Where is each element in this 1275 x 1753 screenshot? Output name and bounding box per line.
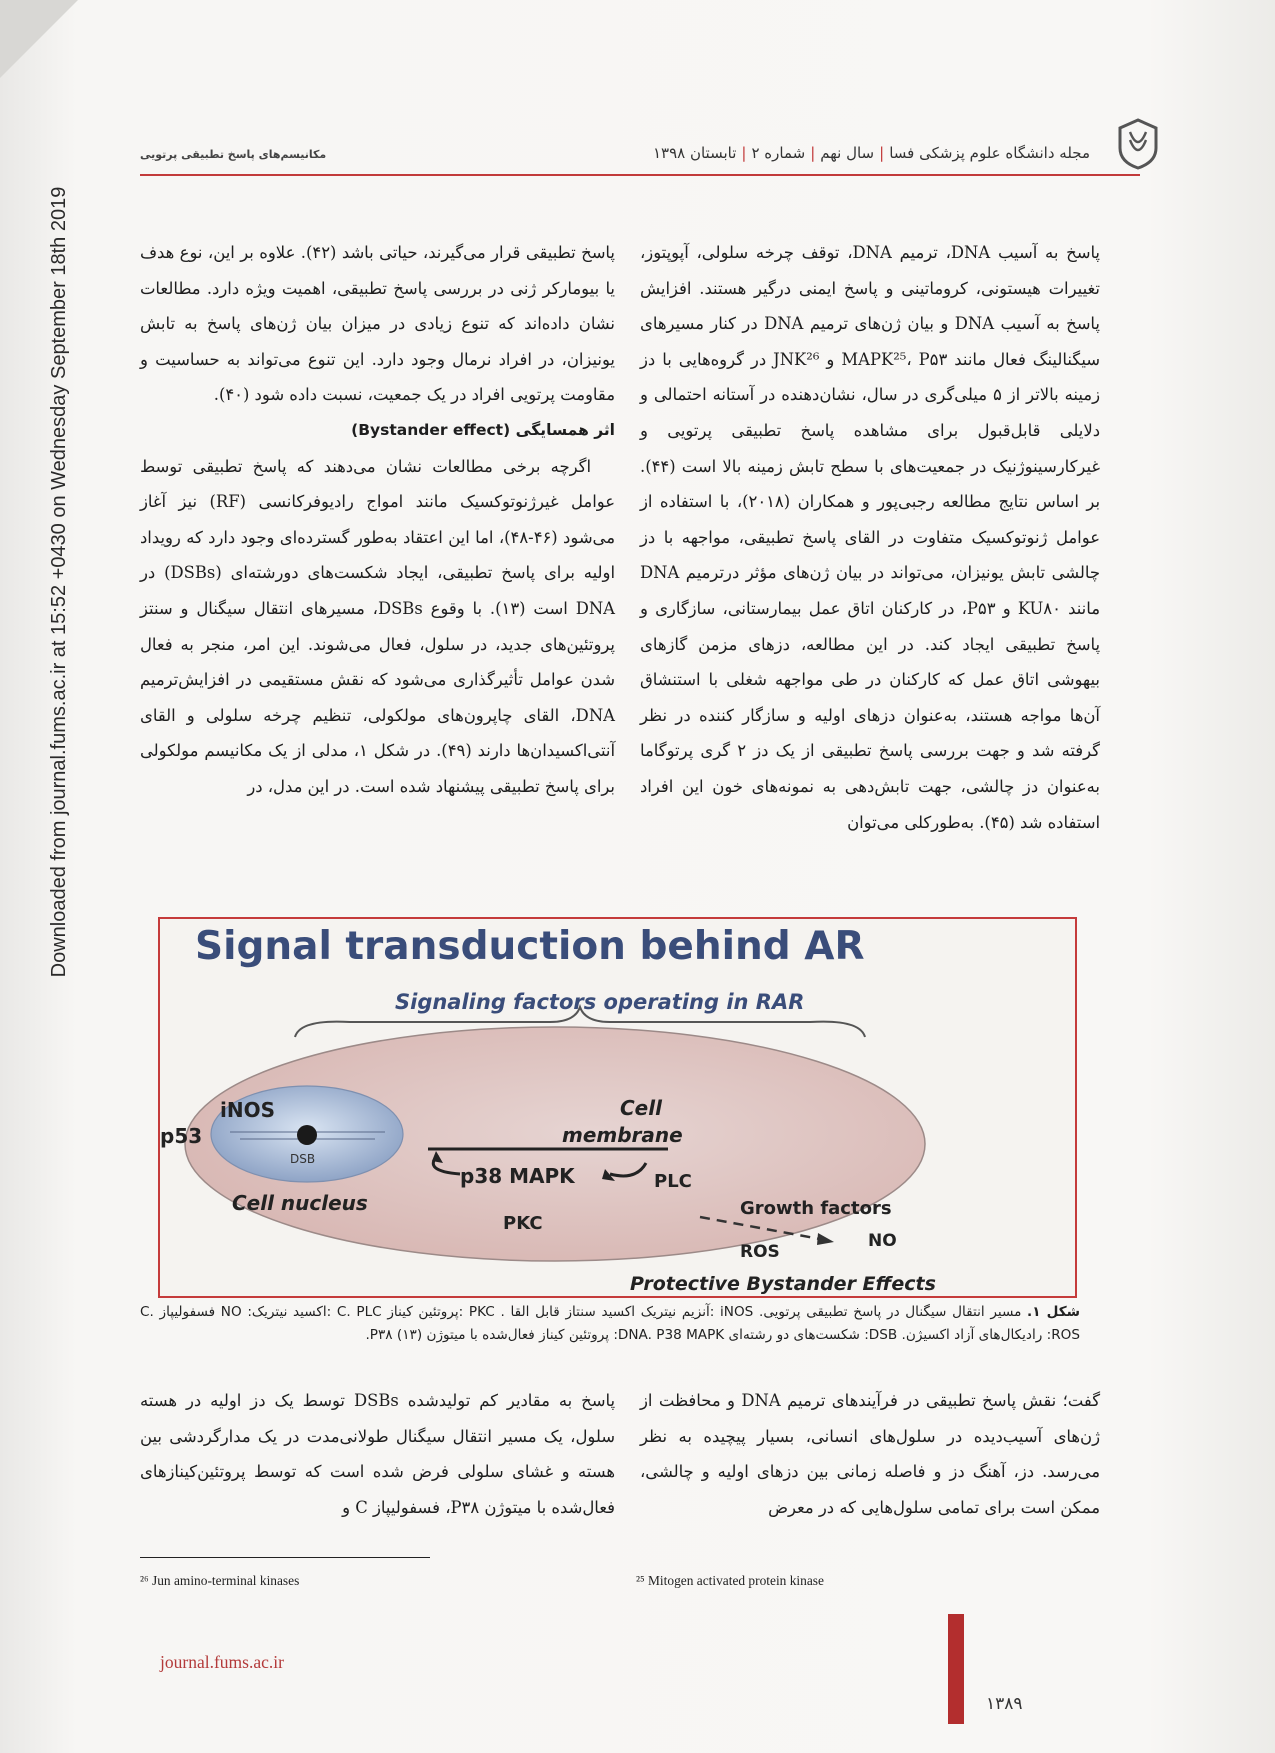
paragraph: گفت؛ نقش پاسخ تطبیقی در فرآیندهای ترمیم DNA و محافظت از ژن‌های آسیب‌دیده در سلول‌های انسانی، بسیار پیچیده به نظر می‌رسد. دز، آهنگ دز و فاصله زمانی بین دزهای اولیه و چالشی، ممکن است برای تمامی سلول‌هایی که در معرض (640, 1391, 1101, 1517)
journal-name: مجله دانشگاه علوم پزشکی فسا (889, 144, 1090, 162)
growth-factors-label: Growth factors (740, 1198, 892, 1219)
footnote-26: ²⁶ Jun amino-terminal kinases (140, 1573, 300, 1588)
p53-label: p53 (160, 1124, 203, 1148)
ros-label: ROS (740, 1242, 780, 1262)
journal-website[interactable]: journal.fums.ac.ir (160, 1652, 284, 1672)
body-column-right-top (640, 235, 1100, 840)
figure-diagram (160, 919, 1075, 1296)
figure-subtitle: Signaling factors operating in RAR (395, 990, 805, 1014)
p38-mapk-label: p38 MAPK (460, 1164, 575, 1188)
cell-nucleus-label: Cell nucleus (232, 1191, 368, 1215)
journal-issue: شماره ۲ (751, 144, 806, 162)
caption-label: شکل ۱. (1027, 1304, 1081, 1320)
footnote-divider (140, 1557, 430, 1558)
paragraph: پاسخ تطبیقی قرار می‌گیرند، حیاتی باشد (۴۲). علاوه بر این، نوع هدف یا بیومارکر ژنی در بررسی پاسخ تطبیقی، اهمیت ویژه دارد. مطالعات نشان داده‌اند که تنوع زیادی در میزان بیان ژن‌های پاسخ به تابش یونیزان، در افراد نرمال وجود دارد. این تنوع می‌تواند به حساسیت و مقاومت پرتویی افراد در یک جمعیت، نسبت داده شود (۴۰). (140, 243, 615, 405)
cell-label: Cell (620, 1096, 662, 1120)
running-title: مکانیسم‌های پاسخ تطبیقی پرتویی (140, 148, 327, 161)
membrane-label: membrane (562, 1123, 683, 1147)
page-accent-bar (948, 1614, 964, 1724)
pkc-label: PKC (503, 1213, 543, 1234)
inos-label: iNOS (220, 1098, 275, 1122)
caption-text: مسیر انتقال سیگنال در پاسخ تطبیقی پرتویی. iNOS :آنزیم نیتریک اکسید سنتاز قابل القا . PKC :پروتئین کیناز C. PLC :اکسید نیتریک: NO فسفولیپاز C. ROS: رادیکال‌های آزاد اکسیژن. DSB: شکست‌های دو رشته‌ای DNA. P38 MAPK: پروتئین کیناز فعال‌شده با میتوژن P۳۸ (۱۳). (140, 1304, 1080, 1343)
body-column-left-top (140, 235, 615, 805)
paragraph: پاسخ به آسیب DNA، ترمیم DNA، توقف چرخه سلولی، آپوپتوز، تغییرات هیستونی، کروماتینی و پاسخ ایمنی درگیر هستند. افزایش پاسخ به آسیب DNA و بیان ژن‌های ترمیم DNA در کنار مسیرهای سیگنالینگ فعال مانند MAPK²⁵، P۵۳ و JNK²⁶ در گروه‌هایی با دز زمینه بالاتر از ۵ میلی‌گری در سال، نشان‌دهنده در آستانه احتمالی و دلایلی قابل‌قبول برای مشاهده پاسخ تطبیقی پرتویی و غیرکارسینوژنیک در جمعیت‌های با سطح تابش زمینه بالا است (۴۴). بر اساس نتایج مطالعه رجبی‌پور و همکاران (۲۰۱۸)، با استفاده از عوامل ژنوتوکسیک متفاوت در القای پاسخ تطبیقی، مواجهه با دز چالشی تابش یونیزان، می‌تواند در بیان ژن‌های مؤثر درترمیم DNA مانند KU۸۰ و P۵۳، در کارکنان اتاق عمل بیمارستانی، سازگاری و پاسخ تطبیقی ایجاد کند. در این مطالعه، دزهای مزمن گازهای بیهوشی اتاق عمل که کارکنان در طی مواجهه شغلی با استنشاق آن‌ها مواجه هستند، به‌عنوان دزهای اولیه و سازگار کننده در نظر گرفته شد و جهت بررسی پاسخ تطبیقی از یک دز ۲ گری پرتوگاما به‌عنوان دز چالشی، جهت تابش‌دهی به نمونه‌های خون این افراد استفاده شد (۴۵). به‌طورکلی می‌توان (640, 243, 1101, 832)
section-heading-bystander: اثر همسایگی (Bystander effect) (351, 420, 615, 439)
figure-caption (140, 1301, 1080, 1347)
figure-1 (158, 917, 1077, 1298)
page-header (140, 144, 1140, 176)
paragraph: اگرچه برخی مطالعات نشان می‌دهند که پاسخ تطبیقی توسط عوامل غیرژنوتوکسیک مانند امواج رادیوفرکانسی (RF) نیز آغاز می‌شود (۴۶-۴۸)، اما این اعتقاد به‌طور گسترده‌ای وجود دارد که رویداد اولیه برای پاسخ تطبیقی، ایجاد شکست‌های دورشته‌ای (DSBs) در DNA است (۱۳). با وقوع DSBs، مسیرهای انتقال سیگنال و سنتز پروتئین‌های جدید، در سلول، فعال می‌شوند. این امر، منجر به فعال شدن عوامل تأثیرگذاری می‌شود که نقش مستقیمی در افزایش‌ترمیم DNA، القای چاپرون‌های مولکولی، تنظیم چرخه سلولی و القای آنتی‌اکسیدان‌ها دارند (۴۹). در شکل ۱، مدلی از یک مکانیسم مولکولی برای پاسخ تطبیقی پیشنهاد شده است. در این مدل، در (140, 456, 616, 796)
figure-title: Signal transduction behind AR (195, 924, 865, 969)
footnote-25: ²⁵ Mitogen activated protein kinase (636, 1573, 824, 1588)
journal-season: تابستان ۱۳۹۸ (652, 144, 737, 162)
dsb-marker (297, 1125, 317, 1145)
dsb-label: DSB (290, 1152, 316, 1166)
protective-bystander-label: Protective Bystander Effects (630, 1273, 936, 1295)
journal-year: سال نهم (820, 144, 875, 162)
paragraph: پاسخ به مقادیر کم تولیدشده DSBs توسط یک دز اولیه در هسته سلول، یک مسیر انتقال سیگنال طولانی‌مدت در یک مدارگردشی بین هسته و غشای سلولی فرض شده است که توسط پروتئین‌کینازهای فعال‌شده با میتوژن P۳۸، فسفولیپاز C و (140, 1391, 616, 1517)
body-column-left-bottom (140, 1383, 615, 1525)
page-number: ۱۳۸۹ (986, 1694, 1023, 1714)
body-column-right-bottom (640, 1383, 1100, 1525)
no-label: NO (868, 1231, 897, 1251)
journal-info: مجله دانشگاه علوم پزشکی فسا|سال نهم|شماره ۲|تابستان ۱۳۹۸ (652, 144, 1090, 162)
plc-label: PLC (654, 1171, 692, 1192)
download-stamp: Downloaded from journal.fums.ac.ir at 15:52 +0430 on Wednesday September 18th 2019 (48, 186, 70, 978)
